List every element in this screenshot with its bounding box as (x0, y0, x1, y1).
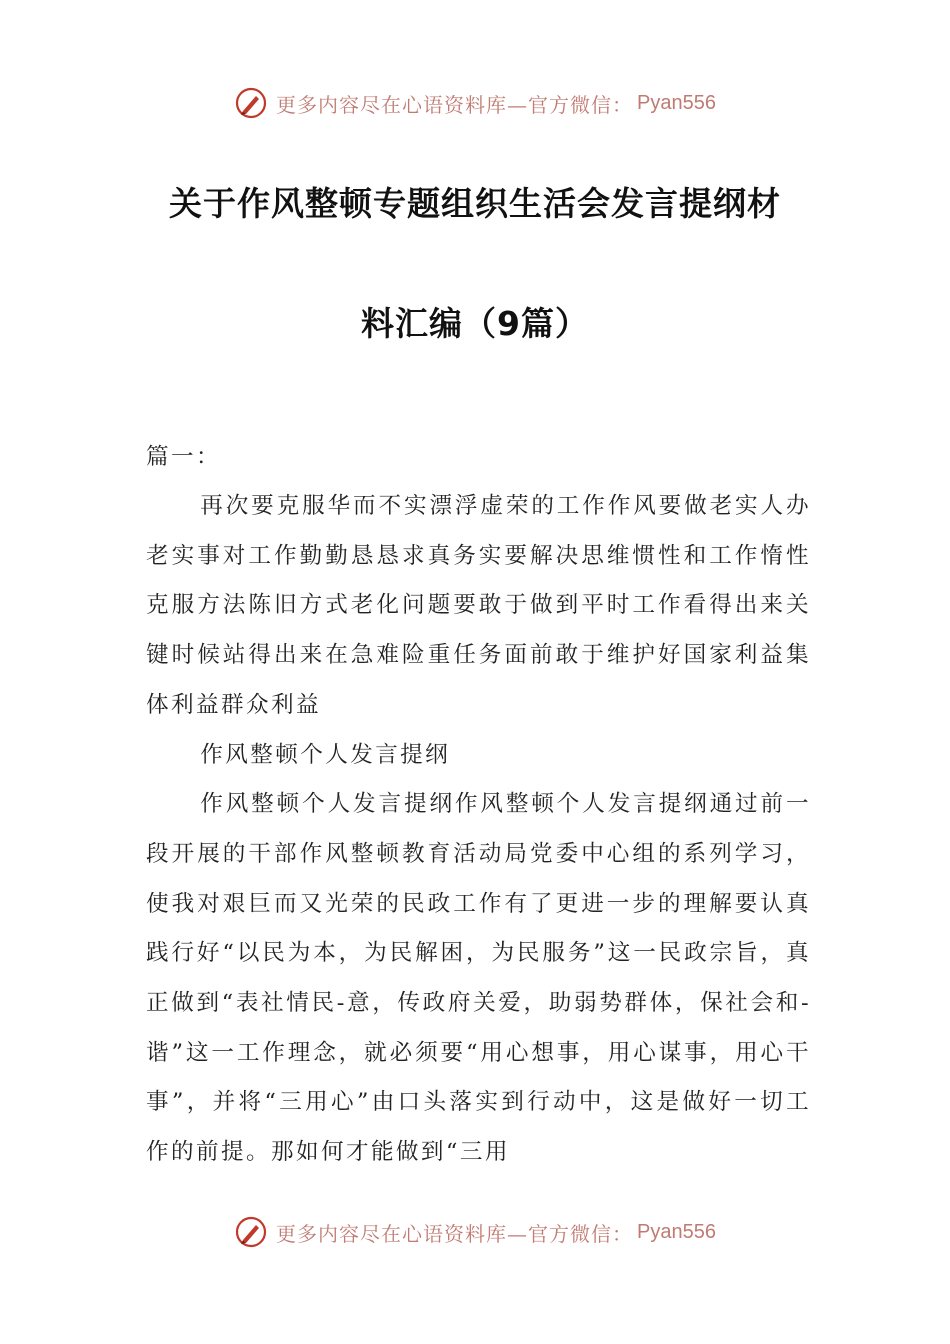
paragraph-3: 作风整顿个人发言提纲作风整顿个人发言提纲通过前一段开展的干部作风整顿教育活动局党委中心组的系列学习，使我对艰巨而又光荣的民政工作有了更进一步的理解要认真践行好“以民为本，为民解困，为民服务”这一民政宗旨，真正做到“表社情民-意，传政府关爱，助弱势群体，保社会和-谐”这一工作理念，就必须要“用心想事，用心谋事，用心干事”，并将“三用心”由口头落实到行动中，这是做好一切工作的前提。那如何才能做到“三用 (146, 791, 811, 1166)
pen-logo-icon (234, 86, 268, 120)
watermark-wechat-id: Pyan556 (637, 1220, 716, 1243)
header-watermark (0, 84, 950, 122)
section-label (146, 433, 811, 483)
section-label-text: 篇一： (146, 444, 221, 470)
document-title-line-2: 料汇编（9篇） (361, 304, 589, 343)
footer-watermark (0, 1213, 950, 1251)
paragraph-1: 再次要克服华而不实漂浮虚荣的工作作风要做老实人办老实事对工作勤勤恳恳求真务实要解决思维惯性和工作惰性克服方法陈旧方式老化问题要敢于做到平时工作看得出来关键时候站得出来在急难险重任务面前敢于维护好国家利益集体利益群众利益 (146, 493, 811, 718)
pen-logo-icon (234, 1215, 268, 1249)
document-body (146, 482, 811, 1178)
watermark-text: 更多内容尽在心语资料库—官方微信： (276, 92, 634, 117)
paragraph-2-subheading: 作风整顿个人发言提纲 (200, 741, 451, 768)
watermark-text: 更多内容尽在心语资料库—官方微信： (276, 1221, 634, 1246)
watermark-wechat-id: Pyan556 (637, 91, 716, 114)
document-title-line-1: 关于作风整顿专题组织生活会发言提纲材 (169, 184, 781, 223)
